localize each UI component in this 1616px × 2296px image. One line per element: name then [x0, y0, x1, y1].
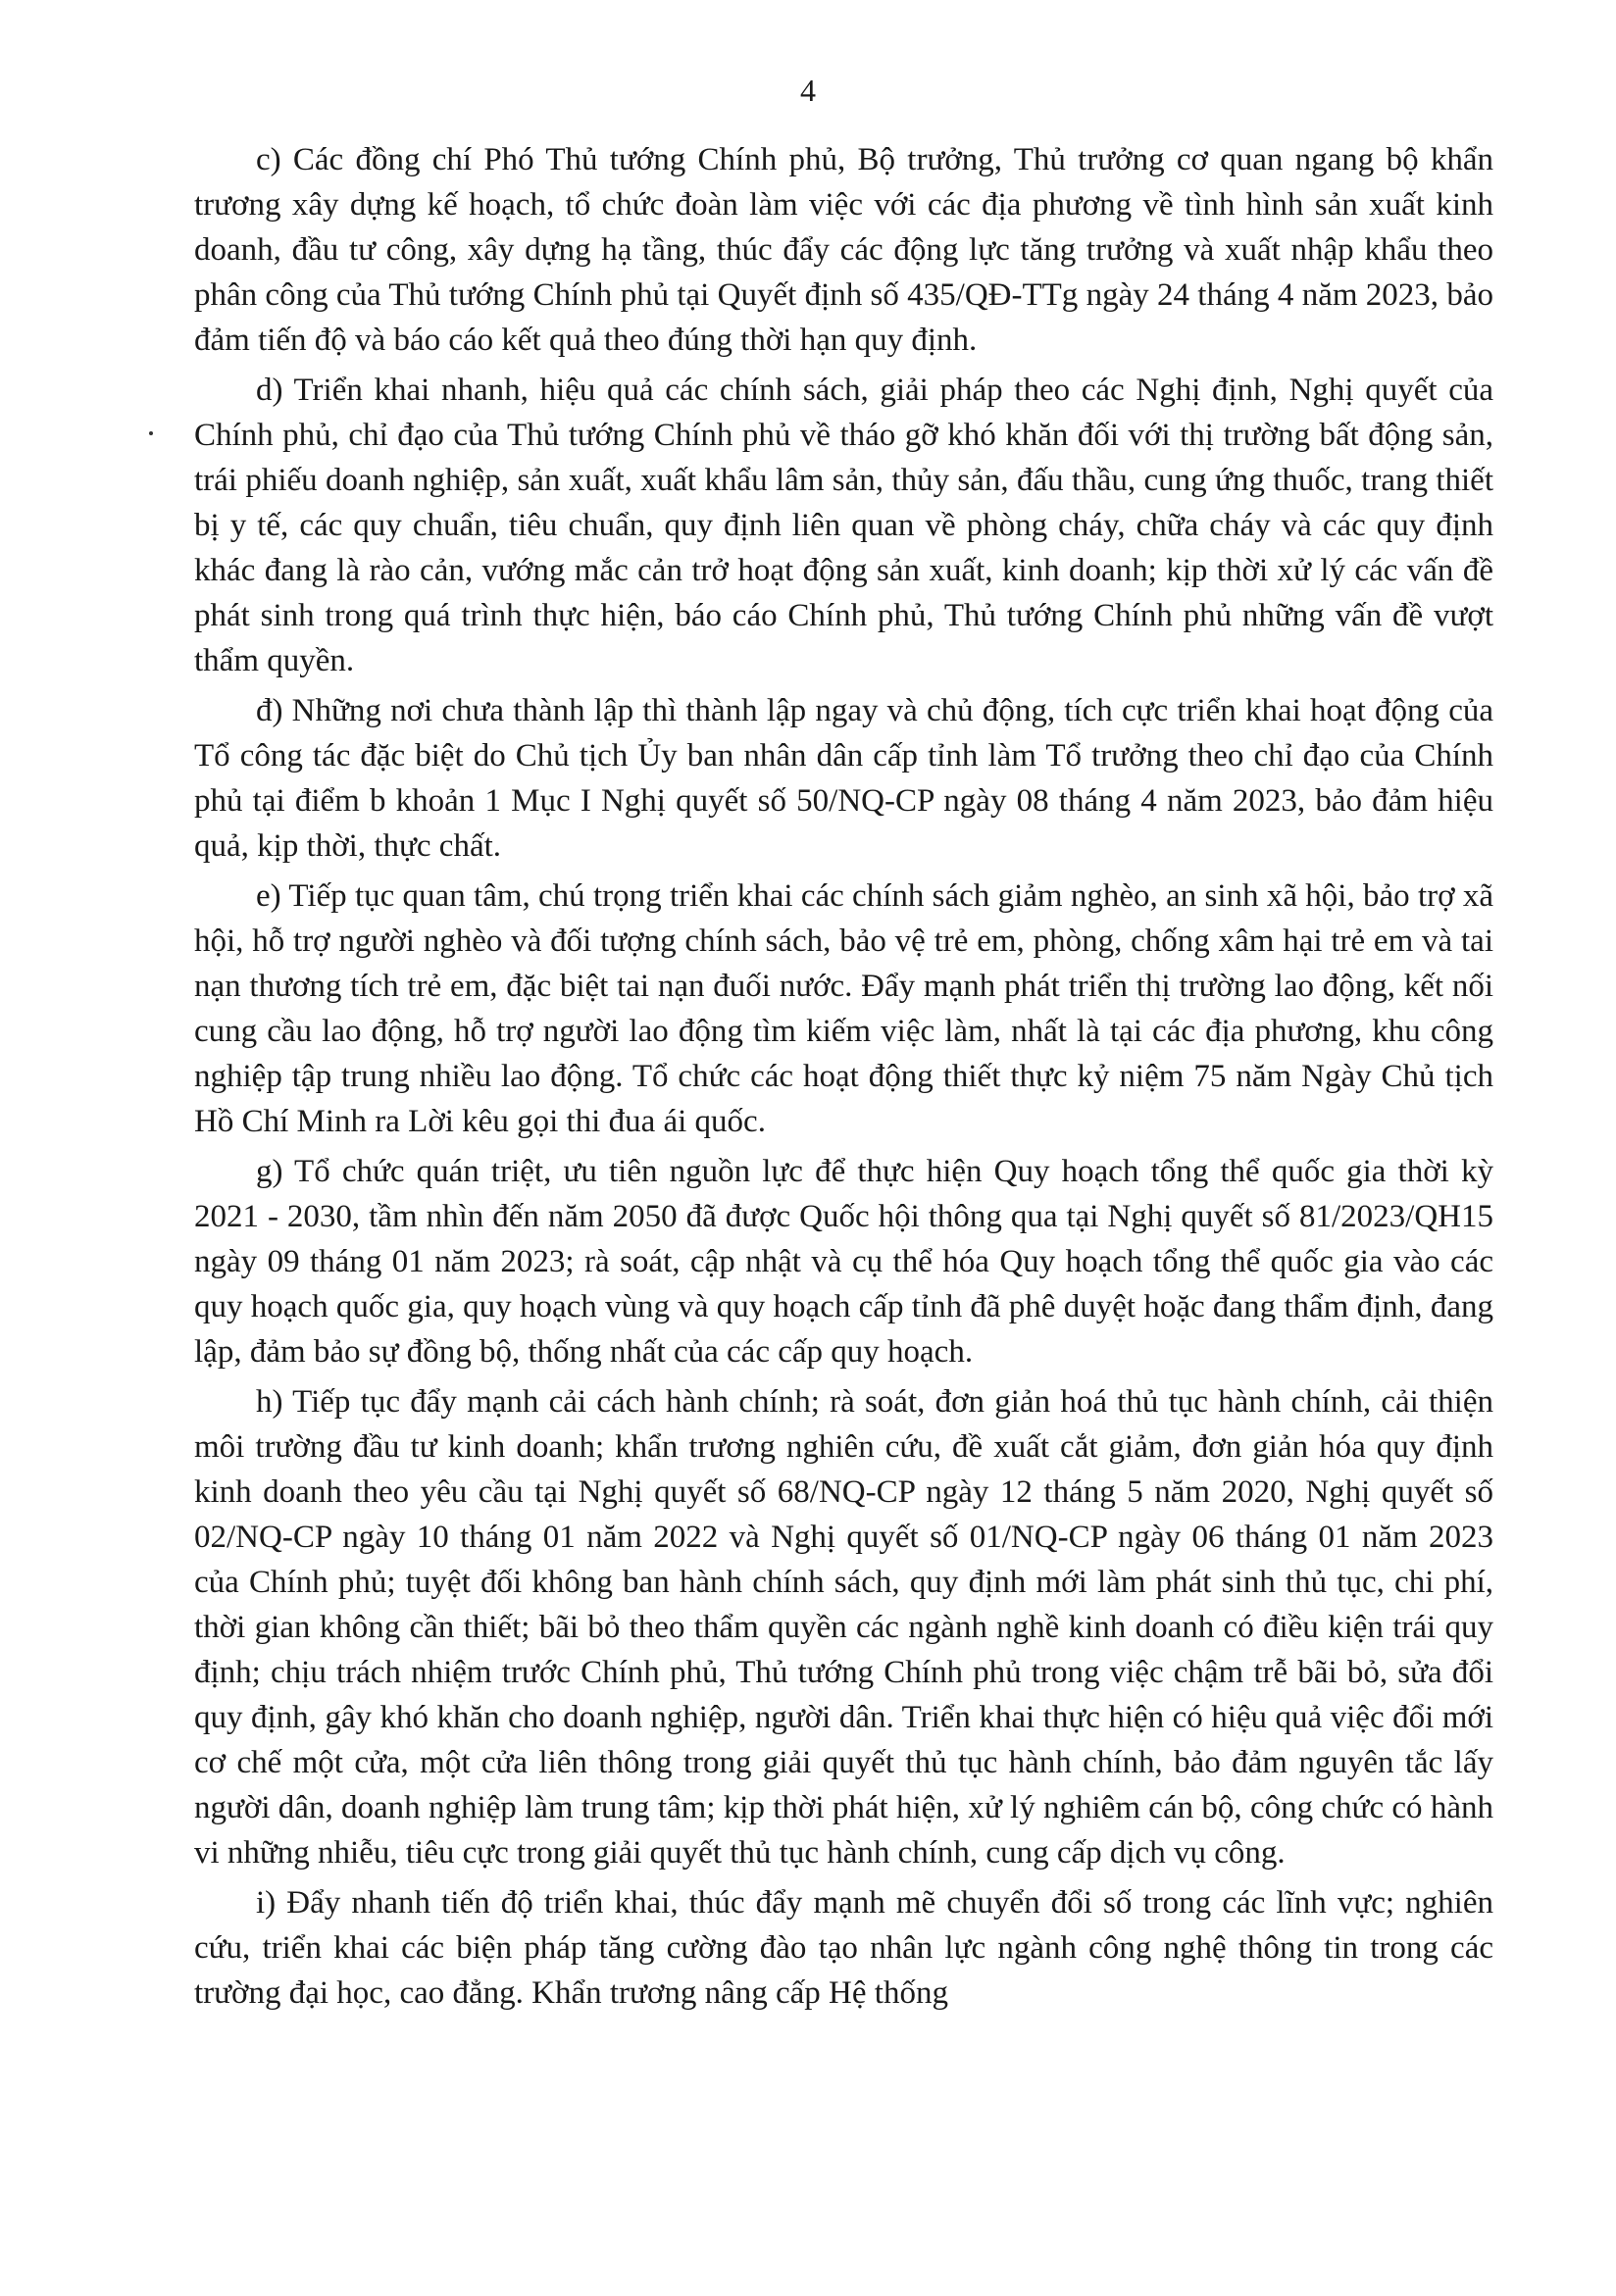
paragraph-h: h) Tiếp tục đẩy mạnh cải cách hành chính; rà soát, đơn giản hoá thủ tục hành chính, cải thiện môi trường đầu tư kinh doanh; khẩn trương nghiên cứu, đề xuất cắt giảm, đơn giản hóa quy định kinh doanh theo yêu cầu tại Nghị quyết số 68/NQ-CP ngày 12 tháng 5 năm 2020, Nghị quyết số 02/NQ-CP ngày 10 tháng 01 năm 2022 và Nghị quyết số 01/NQ-CP ngày 06 tháng 01 năm 2023 của Chính phủ; tuyệt đối không ban hành chính sách, quy định mới làm phát sinh thủ tục, chi phí, thời gian không cần thiết; bãi bỏ theo thẩm quyền các ngành nghề kinh doanh có điều kiện trái quy định; chịu trách nhiệm trước Chính phủ, Thủ tướng Chính phủ trong việc chậm trễ bãi bỏ, sửa đổi quy định, gây khó khăn cho doanh nghiệp, người dân. Triển khai thực hiện có hiệu quả việc đổi mới cơ chế một cửa, một cửa liên thông trong giải quyết thủ tục hành chính, bảo đảm nguyên tắc lấy người dân, doanh nghiệp làm trung tâm; kịp thời phát hiện, xử lý nghiêm cán bộ, công chức có hành vi những nhiễu, tiêu cực trong giải quyết thủ tục hành chính, cung cấp dịch vụ công.: [194, 1384, 1493, 1871]
paragraph-d: d) Triển khai nhanh, hiệu quả các chính sách, giải pháp theo các Nghị định, Nghị quyết của Chính phủ, chỉ đạo của Thủ tướng Chính phủ về tháo gỡ khó khăn đối với thị trường bất động sản, trái phiếu doanh nghiệp, sản xuất, xuất khẩu lâm sản, thủy sản, đấu thầu, cung ứng thuốc, trang thiết bị y tế, các quy chuẩn, tiêu chuẩn, quy định liên quan về phòng cháy, chữa cháy và các quy định khác đang là rào cản, vướng mắc cản trở hoạt động sản xuất, kinh doanh; kịp thời xử lý các vấn đề phát sinh trong quá trình thực hiện, báo cáo Chính phủ, Thủ tướng Chính phủ những vấn đề vượt thẩm quyền.: [194, 373, 1493, 678]
page-number: 4: [800, 73, 816, 108]
paragraph-g: g) Tổ chức quán triệt, ưu tiên nguồn lực để thực hiện Quy hoạch tổng thể quốc gia thời kỳ 2021 - 2030, tầm nhìn đến năm 2050 đã được Quốc hội thông qua tại Nghị quyết số 81/2023/QH15 ngày 09 tháng 01 năm 2023; rà soát, cập nhật và cụ thể hóa Quy hoạch tổng thể quốc gia vào các quy hoạch quốc gia, quy hoạch vùng và quy hoạch cấp tỉnh đã phê duyệt hoặc đang thẩm định, đang lập, đảm bảo sự đồng bộ, thống nhất của các cấp quy hoạch.: [194, 1154, 1493, 1370]
margin-mark: [149, 431, 153, 435]
document-body: [194, 137, 1493, 2021]
paragraph-i: i) Đẩy nhanh tiến độ triển khai, thúc đẩy mạnh mẽ chuyển đổi số trong các lĩnh vực; nghiên cứu, triển khai các biện pháp tăng cường đào tạo nhân lực ngành công nghệ thông tin trong các trường đại học, cao đẳng. Khẩn trương nâng cấp Hệ thống: [194, 1885, 1493, 2011]
paragraph-dd: đ) Những nơi chưa thành lập thì thành lập ngay và chủ động, tích cực triển khai hoạt động của Tổ công tác đặc biệt do Chủ tịch Ủy ban nhân dân cấp tỉnh làm Tổ trưởng theo chỉ đạo của Chính phủ tại điểm b khoản 1 Mục I Nghị quyết số 50/NQ-CP ngày 08 tháng 4 năm 2023, bảo đảm hiệu quả, kịp thời, thực chất.: [194, 693, 1493, 864]
paragraph-c: c) Các đồng chí Phó Thủ tướng Chính phủ, Bộ trưởng, Thủ trưởng cơ quan ngang bộ khẩn trương xây dựng kế hoạch, tổ chức đoàn làm việc với các địa phương về tình hình sản xuất kinh doanh, đầu tư công, xây dựng hạ tầng, thúc đẩy các động lực tăng trưởng và xuất nhập khẩu theo phân công của Thủ tướng Chính phủ tại Quyết định số 435/QĐ-TTg ngày 24 tháng 4 năm 2023, bảo đảm tiến độ và báo cáo kết quả theo đúng thời hạn quy định.: [194, 142, 1493, 358]
paragraph-e: e) Tiếp tục quan tâm, chú trọng triển khai các chính sách giảm nghèo, an sinh xã hội, bảo trợ xã hội, hỗ trợ người nghèo và đối tượng chính sách, bảo vệ trẻ em, phòng, chống xâm hại trẻ em và tai nạn thương tích trẻ em, đặc biệt tai nạn đuối nước. Đẩy mạnh phát triển thị trường lao động, kết nối cung cầu lao động, hỗ trợ người lao động tìm kiếm việc làm, nhất là tại các địa phương, khu công nghiệp tập trung nhiều lao động. Tổ chức các hoạt động thiết thực kỷ niệm 75 năm Ngày Chủ tịch Hồ Chí Minh ra Lời kêu gọi thi đua ái quốc.: [194, 878, 1493, 1139]
